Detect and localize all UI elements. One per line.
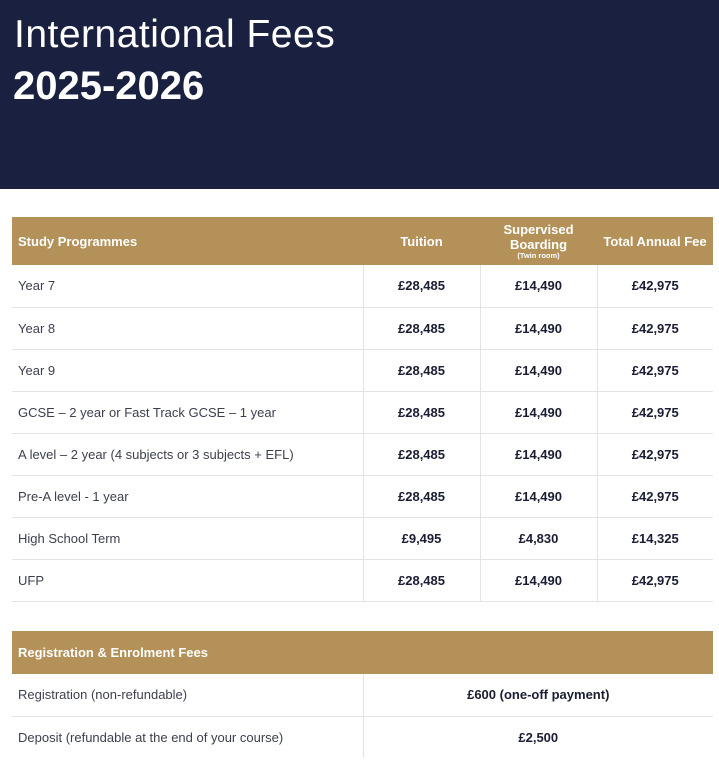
registration-item-value: £2,500 [363, 716, 713, 758]
fee-row [12, 559, 713, 601]
tuition-fee: £28,485 [363, 433, 480, 475]
fee-row [12, 307, 713, 349]
page-title: International Fees [14, 13, 336, 56]
boarding-fee: £4,830 [480, 517, 597, 559]
column-header-boarding [480, 217, 597, 265]
fee-row [12, 433, 713, 475]
total-annual-fee: £42,975 [597, 349, 713, 391]
boarding-fee: £14,490 [480, 265, 597, 307]
programme-name: A level – 2 year (4 subjects or 3 subjects + EFL) [12, 433, 363, 475]
tuition-fee: £28,485 [363, 391, 480, 433]
fee-row [12, 391, 713, 433]
tuition-fee: £28,485 [363, 475, 480, 517]
column-header-tuition: Tuition [363, 217, 480, 265]
registration-item-name: Deposit (refundable at the end of your course) [18, 729, 284, 745]
total-annual-fee: £42,975 [597, 559, 713, 601]
academic-year: 2025-2026 [13, 64, 205, 108]
total-annual-fee: £14,325 [597, 517, 713, 559]
registration-heading: Registration & Enrolment Fees [12, 631, 713, 674]
total-annual-fee: £42,975 [597, 391, 713, 433]
boarding-fee: £14,490 [480, 433, 597, 475]
fees-table [12, 217, 713, 602]
fee-row [12, 517, 713, 559]
tuition-fee: £9,495 [363, 517, 480, 559]
registration-table-header [12, 631, 713, 674]
registration-row [12, 674, 713, 716]
programme-name: Year 7 [12, 265, 363, 307]
tuition-fee: £28,485 [363, 307, 480, 349]
boarding-fee: £14,490 [480, 559, 597, 601]
registration-item-name: Registration (non-refundable) [12, 674, 363, 716]
column-header-total: Total Annual Fee [597, 217, 713, 265]
tuition-fee: £28,485 [363, 349, 480, 391]
boarding-fee: £14,490 [480, 307, 597, 349]
tuition-fee: £28,485 [363, 265, 480, 307]
registration-table [12, 631, 713, 758]
boarding-fee: £14,490 [480, 391, 597, 433]
column-header-boarding-note: (Twin room) [517, 251, 560, 260]
total-annual-fee: £42,975 [597, 265, 713, 307]
total-annual-fee: £42,975 [597, 475, 713, 517]
total-annual-fee: £42,975 [597, 433, 713, 475]
page-header [0, 0, 719, 189]
tuition-fee: £28,485 [363, 559, 480, 601]
programme-name: GCSE – 2 year or Fast Track GCSE – 1 year [12, 391, 363, 433]
programme-name: Year 9 [12, 349, 363, 391]
registration-item-value: £600 (one-off payment) [363, 674, 713, 716]
fee-row [12, 475, 713, 517]
column-header-programme: Study Programmes [12, 217, 363, 265]
programme-name: Year 8 [12, 307, 363, 349]
programme-name: Pre-A level - 1 year [12, 475, 363, 517]
fee-row [12, 349, 713, 391]
column-header-boarding-label: Supervised Boarding [503, 222, 574, 252]
fees-table-header [12, 217, 713, 265]
programme-name: UFP [12, 559, 363, 601]
fee-row [12, 265, 713, 307]
registration-row [12, 716, 713, 758]
boarding-fee: £14,490 [480, 349, 597, 391]
programme-name: High School Term [12, 517, 363, 559]
boarding-fee: £14,490 [480, 475, 597, 517]
total-annual-fee: £42,975 [597, 307, 713, 349]
